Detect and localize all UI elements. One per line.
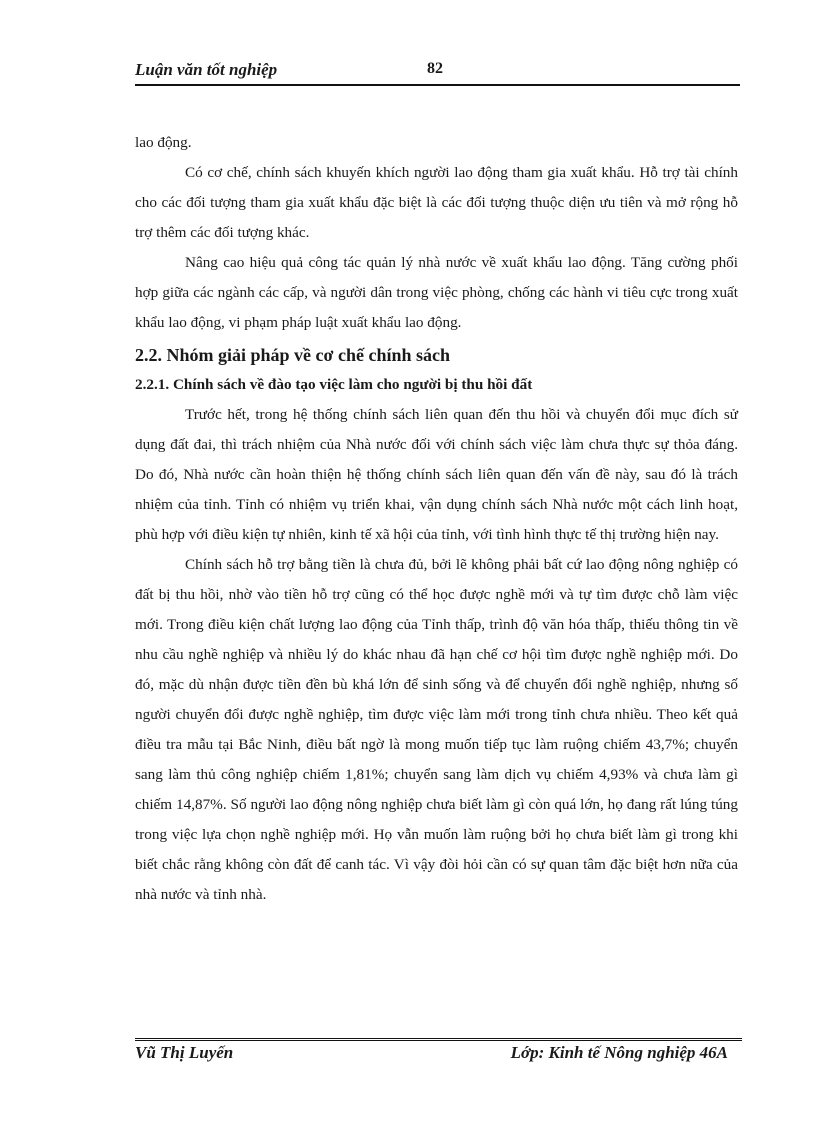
class-label: Lớp: Kinh tế Nông nghiệp 46A — [510, 1043, 728, 1062]
footer-divider — [135, 1038, 742, 1041]
body-text — [135, 128, 738, 910]
author-name: Vũ Thị Luyến — [135, 1043, 234, 1062]
paragraph: Nâng cao hiệu quả công tác quản lý nhà nước về xuất khẩu lao động. Tăng cường phối hợp giữa các ngành các cấp, và người dân trong việc phòng, chống các hành vi tiêu cực trong xuất khẩu lao động, vi phạm pháp luật xuất khẩu lao động. — [135, 254, 738, 331]
subsection-heading: 2.2.1. Chính sách về đào tạo việc làm cho người bị thu hồi đất — [135, 376, 533, 393]
page-header — [135, 60, 740, 86]
paragraph: Trước hết, trong hệ thống chính sách liên quan đến thu hồi và chuyển đổi mục đích sử dụng đất đai, thì trách nhiệm của Nhà nước đối với chính sách việc làm chưa thực sự thỏa đáng. Do đó, Nhà nước cần hoàn thiện hệ thống chính sách liên quan đến vấn đề này, sau đó là trách nhiệm của tỉnh. Tỉnh có nhiệm vụ triển khai, vận dụng chính sách Nhà nước một cách linh hoạt, phù hợp với điều kiện tự nhiên, kinh tế xã hội của tỉnh, với tình hình thực tế thị trường hiện nay. — [135, 406, 738, 543]
page-number: 82 — [427, 60, 443, 77]
paragraph: Chính sách hỗ trợ bằng tiền là chưa đủ, bởi lẽ không phải bất cứ lao động nông nghiệp có đất bị thu hồi, nhờ vào tiền hỗ trợ cũng có thể học được nghề mới và tự tìm được chỗ làm việc mới. Trong điều kiện chất lượng lao động của Tỉnh thấp, trình độ văn hóa thấp, thiếu thông tin về nhu cầu nghề nghiệp và nhiều lý do khác nhau đã hạn chế cơ hội tìm được nghề nghiệp mới. Do đó, mặc dù nhận được tiền đền bù khá lớn để sinh sống và để chuyển đổi nghề nghiệp, nhưng số người chuyển đổi được nghề nghiệp, tìm được việc làm mới trong tỉnh chưa nhiều. Theo kết quả điều tra mẫu tại Bắc Ninh, điều bất ngờ là mong muốn tiếp tục làm ruộng chiếm 43,7%; chuyển sang làm thủ công nghiệp chiếm 1,81%; chuyển sang làm dịch vụ chiếm 4,93% và chưa làm gì chiếm 14,87%. Số người lao động nông nghiệp chưa biết làm gì còn quá lớn, họ đang rất lúng túng trong việc lựa chọn nghề nghiệp mới. Họ vẫn muốn làm ruộng bởi họ chưa biết làm gì trong khi biết chắc rằng không còn đất để canh tác. Vì vậy đòi hỏi cần có sự quan tâm đặc biệt hơn nữa của nhà nước và tỉnh nhà. — [135, 556, 738, 903]
paragraph: Có cơ chế, chính sách khuyến khích người lao động tham gia xuất khẩu. Hỗ trợ tài chính cho các đối tượng tham gia xuất khẩu đặc biệt là các đối tượng thuộc diện ưu tiên và mở rộng hỗ trợ thêm các đối tượng khác. — [135, 164, 738, 241]
section-heading: 2.2. Nhóm giải pháp về cơ chế chính sách — [135, 345, 450, 365]
paragraph-continuation: lao động. — [135, 134, 192, 151]
thesis-title: Luận văn tốt nghiệp — [135, 60, 278, 79]
page-footer — [135, 1043, 742, 1067]
